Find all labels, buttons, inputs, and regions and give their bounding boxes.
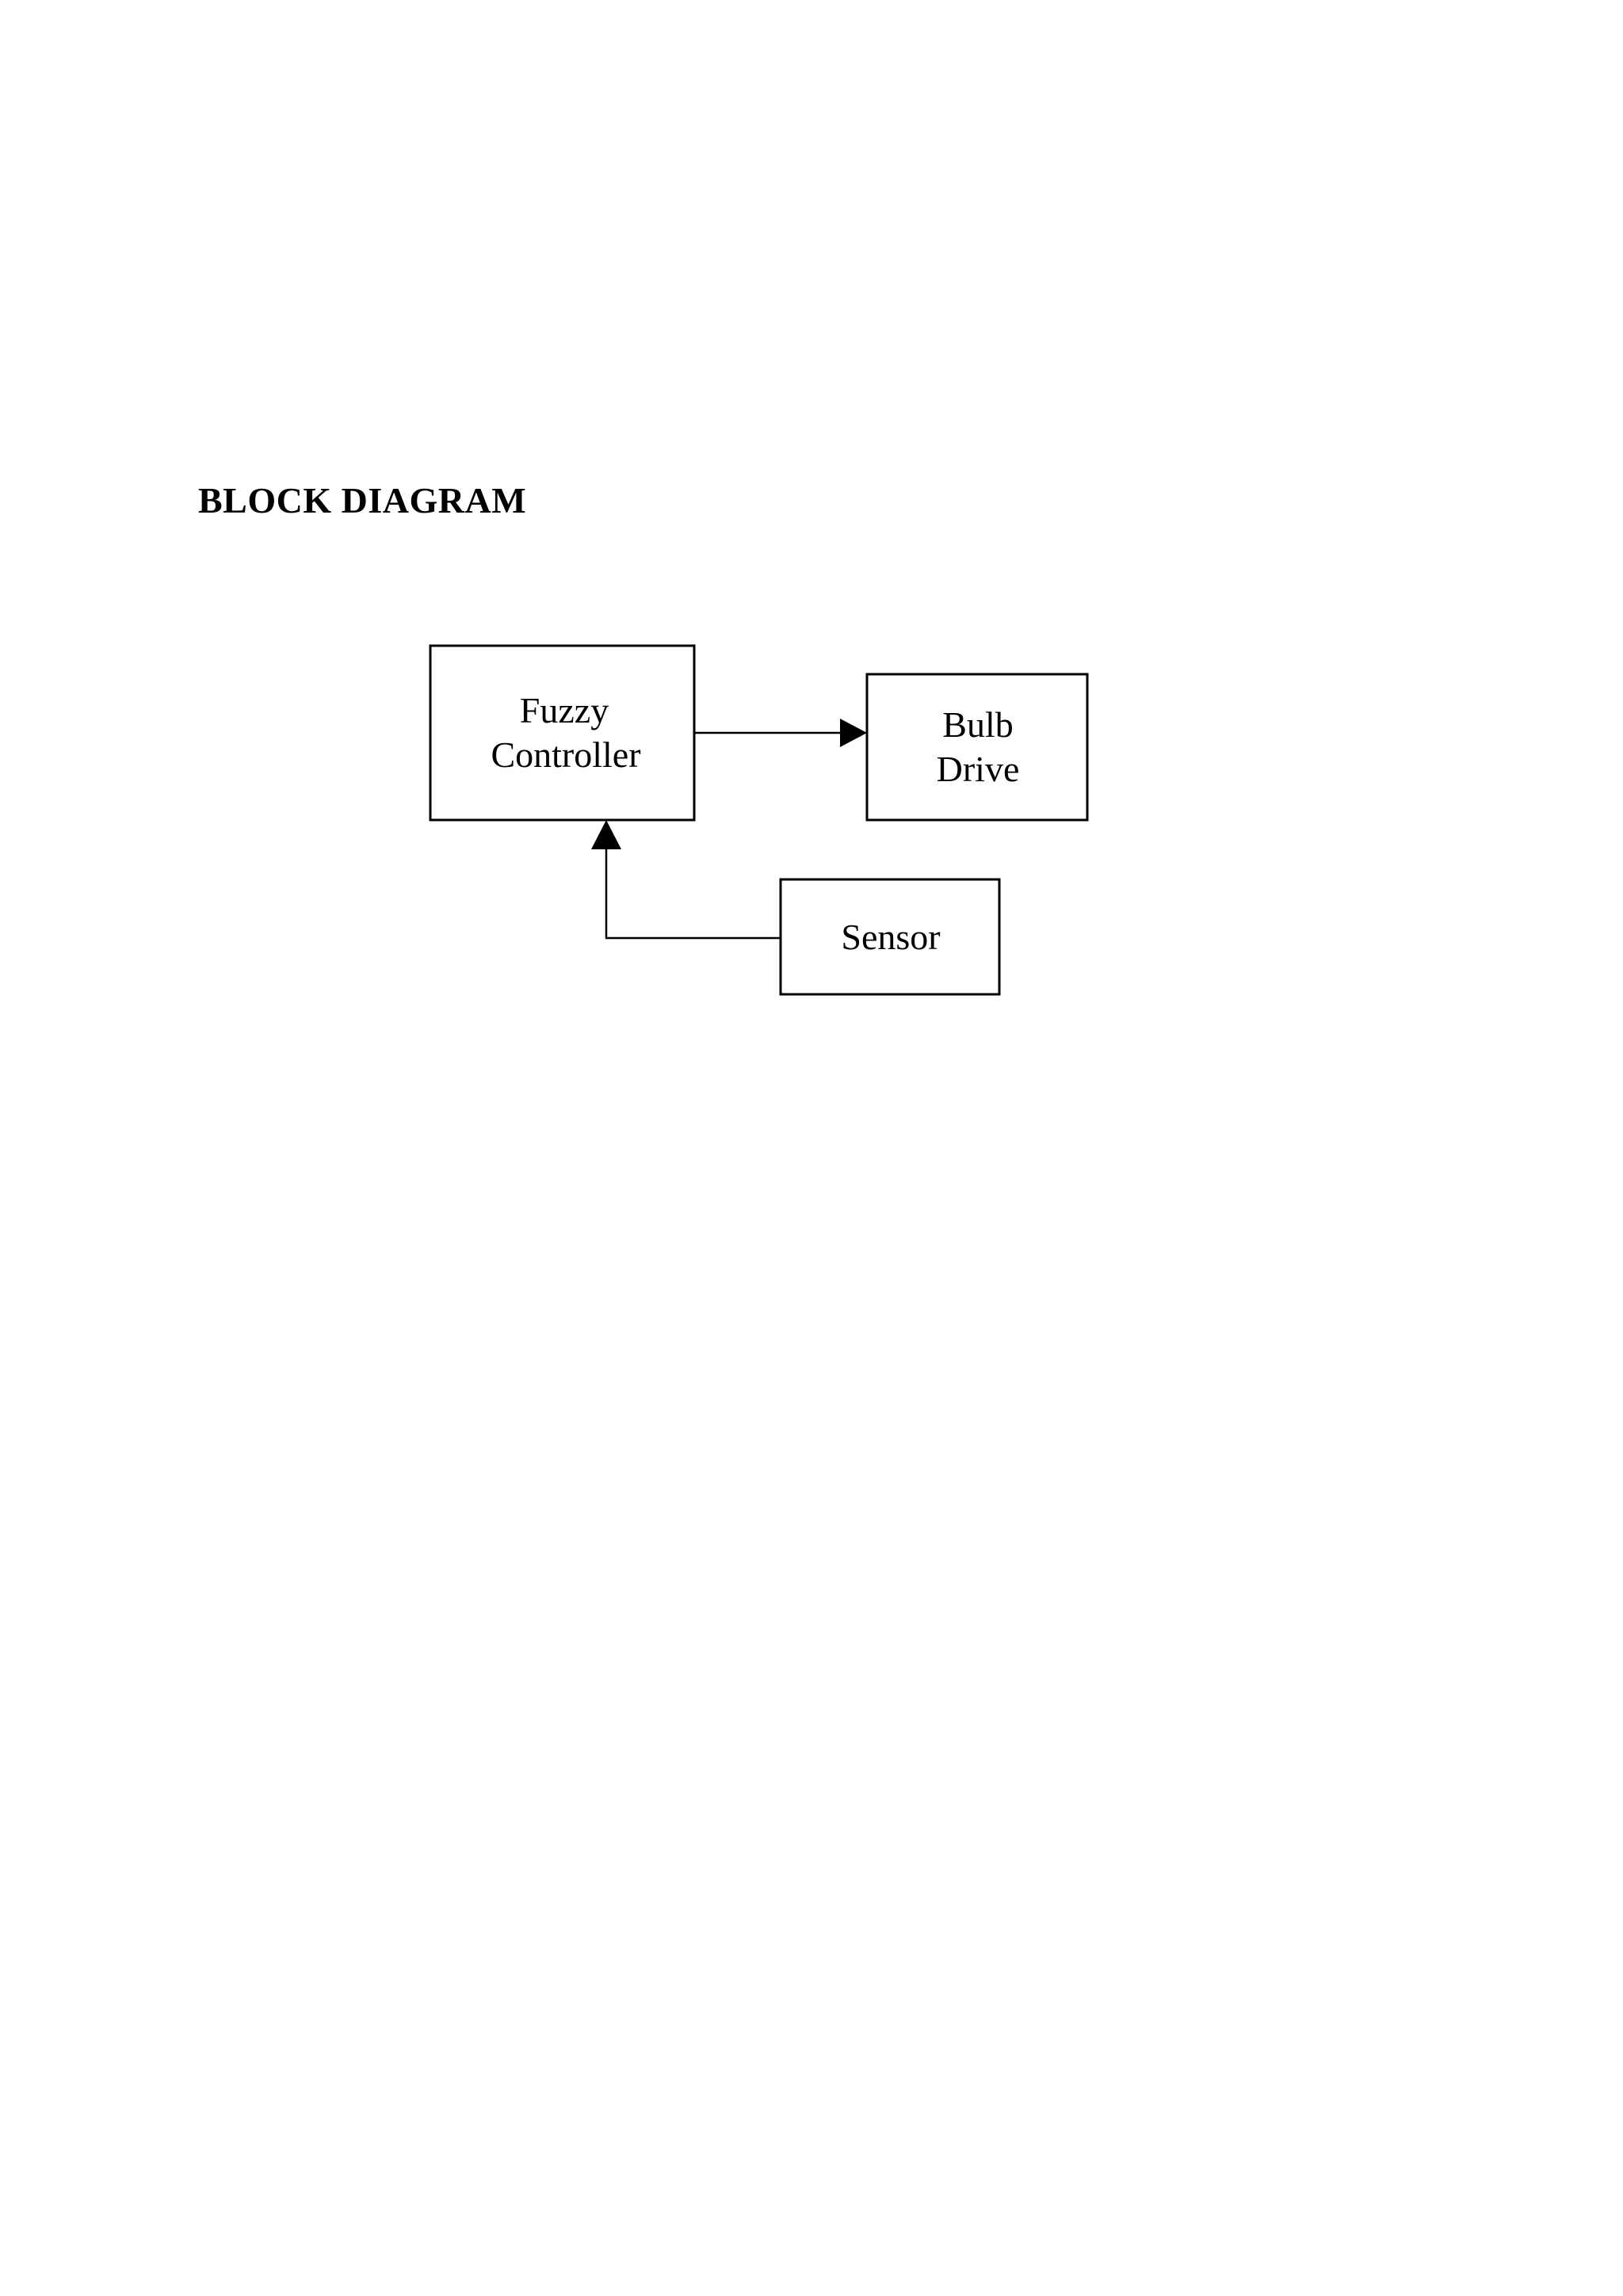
arrow-sensor-to-controller-head — [591, 820, 621, 849]
fuzzy-controller-label-line1: Fuzzy — [519, 690, 609, 730]
fuzzy-controller-block — [430, 646, 694, 820]
arrow-sensor-to-controller-line — [606, 849, 781, 938]
page-title: BLOCK DIAGRAM — [198, 480, 527, 521]
bulb-drive-label-line1: Bulb — [942, 704, 1014, 745]
arrow-controller-to-bulb — [694, 719, 867, 747]
sensor-label: Sensor — [841, 917, 941, 957]
arrow-controller-to-bulb-head — [840, 719, 867, 747]
fuzzy-controller-box — [430, 646, 694, 820]
sensor-block — [781, 879, 999, 994]
bulb-drive-block — [867, 674, 1087, 820]
bulb-drive-box — [867, 674, 1087, 820]
bulb-drive-label-line2: Drive — [936, 749, 1020, 789]
arrow-sensor-to-controller — [591, 820, 781, 938]
fuzzy-controller-label-line2: Controller — [491, 734, 641, 775]
